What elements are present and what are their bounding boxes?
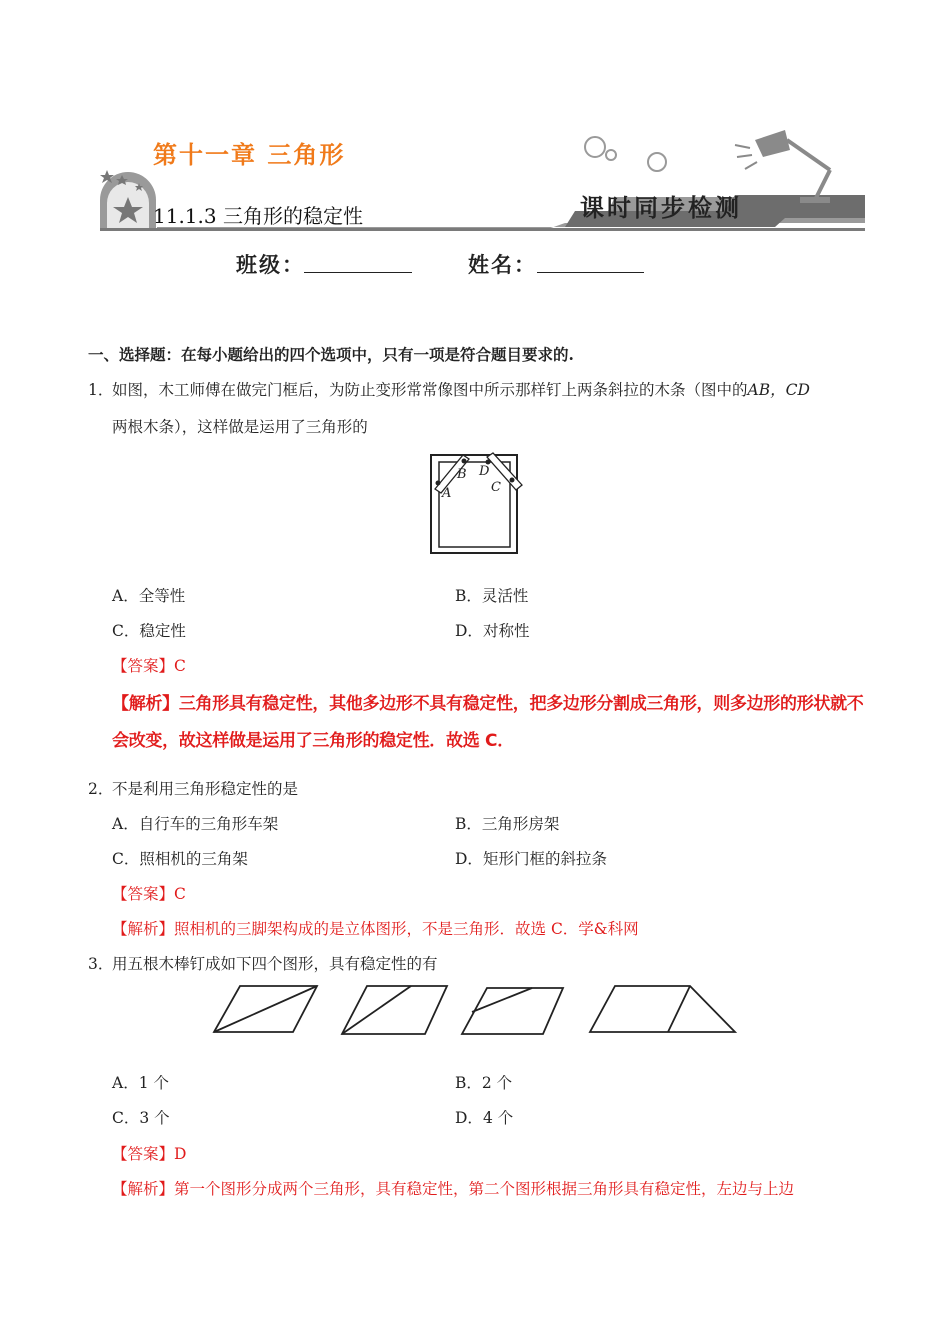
analysis-tag: 【解析】: [112, 1180, 175, 1198]
analysis-line: [112, 1179, 794, 1199]
figure-four: [590, 986, 735, 1032]
question-number: 2．: [88, 780, 114, 798]
analysis-text: 三角形具有稳定性，其他多边形不具有稳定性，把多边形分割成三角形，则多边形的形状就不: [178, 694, 864, 714]
answer-line: [112, 1144, 186, 1164]
option-b[interactable]: B．灵活性: [455, 587, 529, 605]
name-label: 姓名：: [468, 252, 537, 277]
option-d[interactable]: D．4 个: [455, 1109, 514, 1127]
figure-one: [214, 986, 317, 1032]
chapter-title: 第十一章 三角形: [153, 141, 346, 169]
option-d[interactable]: D．对称性: [455, 622, 530, 640]
star-medal-icon: [100, 170, 156, 230]
analysis-tag: 【解析】: [112, 920, 175, 938]
name-field[interactable]: [537, 272, 644, 273]
option-b[interactable]: B．2 个: [455, 1074, 513, 1092]
analysis-text: 第一个图形分成两个三角形，具有稳定性，第二个图形根据三角形具有稳定性，左边与上边: [174, 1180, 795, 1198]
option-a[interactable]: A．全等性: [112, 587, 186, 605]
figure-two: [342, 986, 447, 1034]
analysis-continued: 会改变，故这样做是运用了三角形的稳定性．故选 C．: [112, 731, 514, 751]
desk-lamp-icon: [735, 130, 830, 203]
answer-value: D: [174, 1145, 187, 1163]
answer-tag: 【答案】: [112, 657, 175, 675]
door-frame-figure: [425, 447, 525, 557]
option-b[interactable]: B．三角形房架: [455, 815, 560, 833]
figure-label-c: C: [491, 480, 501, 495]
section-title: 11.1.3 三角形的稳定性: [153, 204, 363, 228]
figure-label-d: D: [479, 464, 490, 479]
option-c[interactable]: C．3 个: [112, 1109, 170, 1127]
answer-value: C: [174, 885, 186, 903]
analysis-line: [112, 689, 864, 714]
option-d[interactable]: D．矩形门框的斜拉条: [455, 850, 607, 868]
section-heading: 一、选择题：在每小题给出的四个选项中，只有一项是符合题目要求的.: [88, 345, 574, 364]
lesson-check-badge: 课时同步检测: [580, 193, 742, 222]
five-stick-figures: [205, 980, 745, 1040]
question-stem: 不是利用三角形稳定性的是: [112, 780, 299, 798]
answer-tag: 【答案】: [112, 1145, 175, 1163]
option-c[interactable]: C．照相机的三角架: [112, 850, 248, 868]
question-stem: 用五根木棒钉成如下四个图形，具有稳定性的有: [112, 955, 438, 973]
analysis-text: 照相机的三脚架构成的是立体图形，不是三角形．故选 C．学&科网: [174, 920, 639, 938]
option-c[interactable]: C．稳定性: [112, 622, 186, 640]
question-number: 3．: [88, 955, 114, 973]
stem-text: 如图，木工师傅在做完门框后，为防止变形常常像图中所示那样钉上两条斜拉的木条（图中的: [112, 381, 748, 399]
figure-label-b: B: [457, 467, 467, 482]
option-a[interactable]: A．自行车的三角形车架: [112, 815, 279, 833]
stem-variables: AB，CD: [747, 381, 810, 399]
figure-three: [462, 988, 563, 1034]
option-a[interactable]: A．1 个: [112, 1074, 169, 1092]
question-stem: [112, 380, 810, 400]
question-number: 1．: [88, 381, 114, 399]
figure-label-a: A: [442, 486, 452, 501]
class-field[interactable]: [304, 272, 412, 273]
analysis-tag: 【解析】: [112, 694, 179, 714]
question-stem-continued: 两根木条），这样做是运用了三角形的: [112, 418, 368, 436]
answer-tag: 【答案】: [112, 885, 175, 903]
answer-line: [112, 656, 186, 676]
answer-value: C: [174, 657, 186, 675]
answer-line: [112, 884, 186, 904]
analysis-line: [112, 919, 639, 939]
class-label: 班级：: [236, 252, 305, 277]
